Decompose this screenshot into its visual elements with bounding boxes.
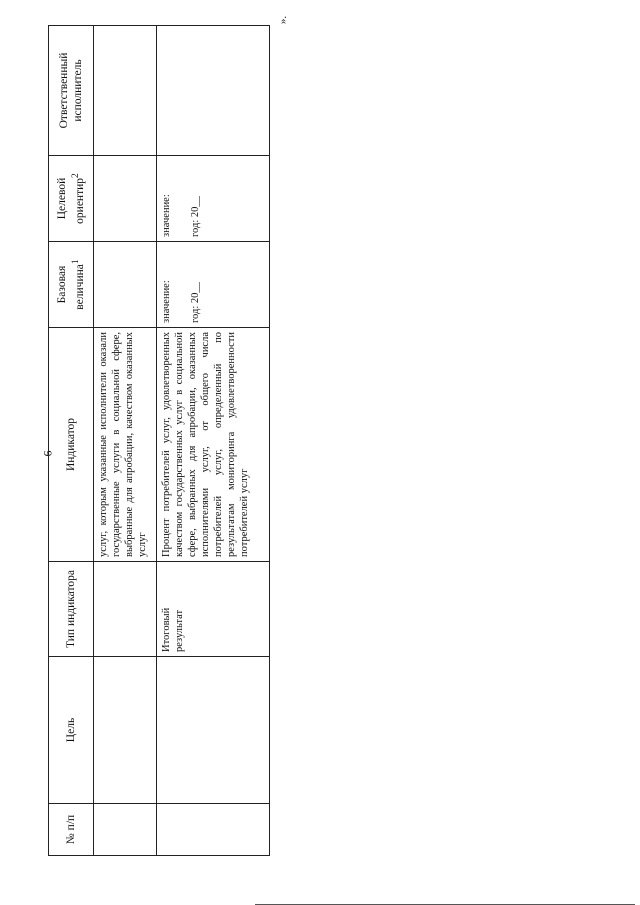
cell-indicator: услуг, которым указанные исполнители оказали государственные услуги в социальной сфере, выбранные для апробации, качеством оказанных услуг (94, 328, 157, 562)
footnote-marker-1: 1 (70, 259, 82, 265)
header-indicator: Индикатор (49, 328, 94, 562)
cell-base-value (157, 242, 270, 328)
footnote-marker-2: 2 (70, 173, 82, 178)
header-goal: Цель (49, 657, 94, 804)
cell-target (157, 156, 270, 242)
table-row (157, 26, 270, 856)
page-number: 6 (40, 450, 55, 457)
header-responsible: Ответственный исполнитель (49, 26, 94, 156)
header-num: № п/п (49, 804, 94, 856)
cell-target (94, 156, 157, 242)
header-base-value (49, 242, 94, 328)
cell-goal (157, 657, 270, 804)
indicators-table (48, 25, 270, 856)
header-type: Тип индикатора (49, 562, 94, 657)
closing-quote: ». (277, 15, 290, 25)
table-row (94, 26, 157, 856)
cell-type (94, 562, 157, 657)
cell-num (94, 804, 157, 856)
header-base-value-text: Базовая величина (56, 264, 86, 310)
cell-indicator: Процент потребителей услуг, удовлетворенных качеством государственных услуг в социальной сфере, выбранных для апробации, оказанных исполнителями услуг, от общего числа потребителей услуг, определенный по результатам мониторинга удовлетворенности потребителей услуг (157, 328, 270, 562)
rotated-page-content (48, 26, 280, 856)
cell-goal (94, 657, 157, 804)
header-target (49, 156, 94, 242)
cell-responsible (94, 26, 157, 156)
header-target-text: Целевой ориентир (56, 177, 86, 224)
cell-num (157, 804, 270, 856)
cell-responsible (157, 26, 270, 156)
cell-type: Итоговый результат (157, 562, 270, 657)
table-header-row (49, 26, 94, 856)
target-value-label: значение: (161, 194, 172, 237)
base-year-label: год: 20__ (190, 282, 201, 323)
cell-base-value (94, 242, 157, 328)
target-year-label: год: 20__ (190, 196, 201, 237)
base-value-label: значение: (161, 280, 172, 323)
